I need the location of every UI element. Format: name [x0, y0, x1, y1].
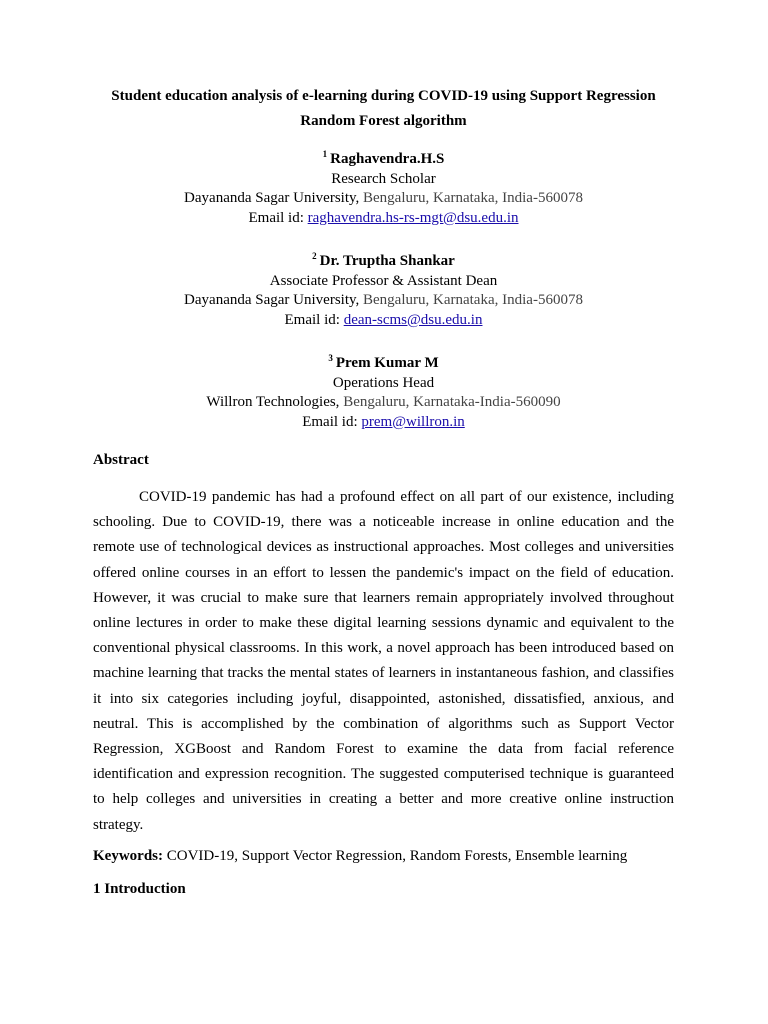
author-role: Research Scholar: [331, 170, 436, 187]
title-line-1: Student education analysis of e-learning during COVID-19 using Support Regression: [111, 88, 656, 104]
author-block-1: [93, 145, 674, 228]
author-email-link[interactable]: raghavendra.hs-rs-mgt@dsu.edu.in: [307, 209, 519, 226]
author-block-3: [93, 349, 674, 432]
author-email-link[interactable]: prem@willron.in: [361, 413, 465, 430]
author-email-line: Email id: dean-scms@dsu.edu.in: [284, 311, 483, 328]
abstract-text: COVID-19 pandemic has had a profound effect on all part of our existence, including schooling. Due to COVID-19, there was a noticeable increase in online education and the remote use of technological devices as instructional approaches. Most colleges and universities offered online courses in an effort to lessen the pandemic's impact on the field of education. However, it was crucial to make sure that learners remain appropriately involved throughout online lectures in order to make these digital learning sessions dynamic and equivalent to the conventional physical classrooms. In this work, a novel approach has been introduced based on machine learning that tracks the mental states of learners in instantaneous fashion, and classifies it into six categories including joyful, disappointed, astonished, dissatisfied, anxious, and neutral. This is accomplished by the combination of algorithms such as Support Vector Regression, XGBoost and Random Forest to examine the data from facial reference identification and expression recognition. The suggested computerised technique is guaranteed to help colleges and universities in creating a better and more creative online instruction strategy.: [93, 489, 674, 833]
author-number: 1: [322, 149, 328, 159]
author-email-link[interactable]: dean-scms@dsu.edu.in: [343, 311, 483, 328]
section-heading: 1 Introduction: [93, 880, 186, 897]
author-name: Dr. Truptha Shankar: [319, 253, 455, 269]
author-affiliation: Dayananda Sagar University, Bengaluru, Karnataka, India-560078: [184, 190, 583, 206]
author-name: Prem Kumar M: [335, 355, 439, 371]
author-email-line: Email id: prem@willron.in: [302, 413, 465, 430]
author-role: Associate Professor & Assistant Dean: [269, 272, 498, 289]
author-name: Raghavendra.H.S: [330, 151, 445, 167]
author-block-2: [93, 247, 674, 330]
keywords-label: Keywords:: [93, 847, 163, 864]
author-role: Operations Head: [332, 374, 435, 391]
author-email-line: Email id: raghavendra.hs-rs-mgt@dsu.edu.in: [248, 209, 519, 226]
author-affiliation: Dayananda Sagar University, Bengaluru, Karnataka, India-560078: [184, 292, 583, 308]
abstract-heading: Abstract: [93, 452, 149, 468]
author-number: 3: [328, 353, 333, 363]
author-number: 2: [312, 251, 317, 261]
keywords-text: COVID-19, Support Vector Regression, Random Forests, Ensemble learning: [166, 847, 628, 864]
title-line-2: Random Forest algorithm: [300, 112, 467, 129]
keywords-line: [93, 848, 674, 865]
author-affiliation: Willron Technologies, Bengaluru, Karnataka-India-560090: [206, 394, 561, 410]
paper-page: [93, 84, 674, 898]
paper-title: [93, 84, 674, 133]
